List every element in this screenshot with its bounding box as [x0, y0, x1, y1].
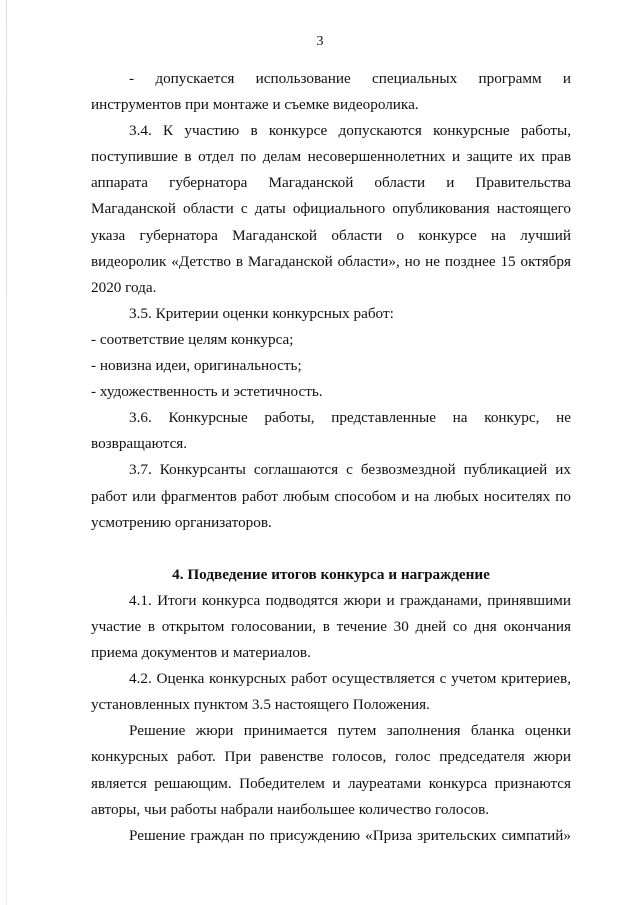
paragraph-4-1: 4.1. Итоги конкурса подводятся жюри и гражданами, принявшими участие в открытом голосовании, в течение 30 дней со дня окончания приема документов и материалов.: [91, 591, 571, 662]
scan-edge: [6, 0, 7, 905]
paragraph-3-6: 3.6. Конкурсные работы, представленные на конкурс, не возвращаются.: [91, 409, 571, 453]
criteria-item-3: - художественность и эстетичность.: [91, 383, 323, 401]
paragraph-bullet-software: - допускается использование специальных программ и инструментов при монтаже и съемке видеоролика.: [91, 70, 571, 114]
paragraph-3-4: 3.4. К участию в конкурсе допускаются конкурсные работы, поступившие в отдел по делам несовершеннолетних и защите их прав аппарата губернатора Магаданской области и Правительства Магаданской области с даты официального опубликования настоящего указа губернатора Магаданской области о конкурсе на лучший видеоролик «Детство в Магаданской области», но не позднее 15 октября 2020 года.: [91, 122, 571, 296]
paragraph-4-2: 4.2. Оценка конкурсных работ осуществляется с учетом критериев, установленных пунктом 3.5 настоящего Положения.: [91, 670, 571, 714]
criteria-item-2: - новизна идеи, оригинальность;: [91, 357, 302, 375]
paragraph-3-7: 3.7. Конкурсанты соглашаются с безвозмездной публикацией их работ или фрагментов работ любым способом и на любых носителях по усмотрению организаторов.: [91, 461, 571, 531]
paragraph-jury-decision: Решение жюри принимается путем заполнения бланка оценки конкурсных работ. При равенстве голосов, голос председателя жюри является решающим. Победителем и лауреатами конкурса признаются авторы, чьи работы набрали наибольшее количество голосов.: [91, 722, 571, 818]
paragraph-audience-award: Решение граждан по присуждению «Приза зрительских симпатий»: [129, 826, 571, 844]
paragraph-3-5: 3.5. Критерии оценки конкурсных работ:: [129, 304, 394, 322]
document-body: [91, 66, 571, 849]
section-4-heading: 4. Подведение итогов конкурса и награждение: [172, 565, 490, 583]
criteria-item-1: - соответствие целям конкурса;: [91, 330, 294, 348]
page-number: 3: [316, 34, 324, 49]
